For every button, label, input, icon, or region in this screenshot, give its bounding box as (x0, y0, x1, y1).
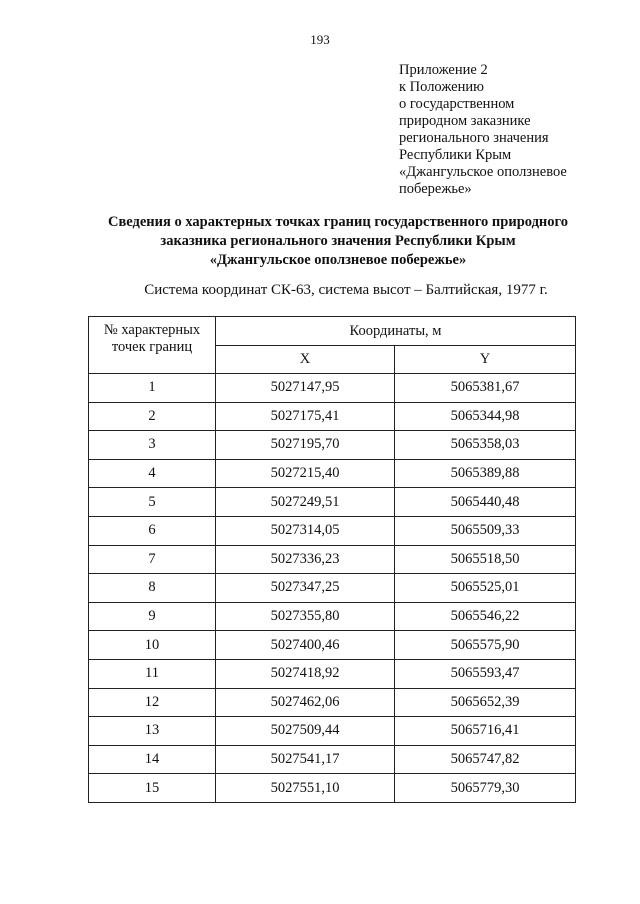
x-coordinate-cell: 5027400,46 (216, 631, 395, 660)
table-row (89, 774, 576, 803)
title-line: заказника регионального значения Республики Крым (160, 233, 516, 249)
x-coordinate-cell: 5027147,95 (216, 374, 395, 403)
table-row (89, 659, 576, 688)
x-coordinate-cell: 5027462,06 (216, 688, 395, 717)
page-number: 193 (310, 32, 330, 47)
table-row (89, 488, 576, 517)
point-number-cell: 3 (89, 431, 216, 460)
table-row (89, 459, 576, 488)
appendix-line: природном заказнике (399, 113, 531, 129)
point-number-cell: 5 (89, 488, 216, 517)
appendix-reference (399, 62, 629, 198)
x-coordinate-cell: 5027355,80 (216, 602, 395, 631)
point-number-cell: 7 (89, 545, 216, 574)
table-row (89, 745, 576, 774)
point-number-cell: 10 (89, 631, 216, 660)
y-coordinate-cell: 5065593,47 (395, 659, 576, 688)
appendix-line: о государственном (399, 96, 515, 112)
header-coordinates: Координаты, м (216, 317, 576, 346)
header-x: X (216, 346, 395, 374)
table-row (89, 402, 576, 431)
header-point-line: № характерных (103, 322, 201, 338)
point-number-cell: 6 (89, 516, 216, 545)
x-coordinate-cell: 5027551,10 (216, 774, 395, 803)
point-number-cell: 15 (89, 774, 216, 803)
y-coordinate-cell: 5065779,30 (395, 774, 576, 803)
y-coordinate-cell: 5065525,01 (395, 574, 576, 603)
x-coordinate-cell: 5027195,70 (216, 431, 395, 460)
appendix-line: Приложение 2 (399, 62, 488, 78)
table-row (89, 602, 576, 631)
appendix-line: «Джангульское оползневое (399, 164, 567, 180)
title-line: «Джангульское оползневое побережье» (209, 252, 467, 268)
y-coordinate-cell: 5065509,33 (395, 516, 576, 545)
header-y: Y (395, 346, 576, 374)
point-number-cell: 8 (89, 574, 216, 603)
x-coordinate-cell: 5027509,44 (216, 717, 395, 746)
y-coordinate-cell: 5065546,22 (395, 602, 576, 631)
x-coordinate-cell: 5027314,05 (216, 516, 395, 545)
x-coordinate-cell: 5027249,51 (216, 488, 395, 517)
title-line: Сведения о характерных точках границ государственного природного (107, 214, 569, 230)
x-coordinate-cell: 5027175,41 (216, 402, 395, 431)
table-row (89, 374, 576, 403)
appendix-line: регионального значения (399, 130, 549, 146)
y-coordinate-cell: 5065747,82 (395, 745, 576, 774)
x-coordinate-cell: 5027215,40 (216, 459, 395, 488)
document-title (60, 213, 616, 270)
x-coordinate-cell: 5027541,17 (216, 745, 395, 774)
appendix-line: к Положению (399, 79, 484, 95)
y-coordinate-cell: 5065575,90 (395, 631, 576, 660)
y-coordinate-cell: 5065652,39 (395, 688, 576, 717)
y-coordinate-cell: 5065389,88 (395, 459, 576, 488)
header-point-line: точек границ (111, 339, 193, 355)
table-body (89, 374, 576, 803)
point-number-cell: 14 (89, 745, 216, 774)
point-number-cell: 9 (89, 602, 216, 631)
y-coordinate-cell: 5065344,98 (395, 402, 576, 431)
appendix-line: Республики Крым (399, 147, 512, 163)
y-coordinate-cell: 5065518,50 (395, 545, 576, 574)
point-number-cell: 13 (89, 717, 216, 746)
table-row (89, 431, 576, 460)
appendix-line: побережье» (399, 181, 472, 197)
y-coordinate-cell: 5065381,67 (395, 374, 576, 403)
coordinate-system-note: Система координат СК-63, система высот – Балтийская, 1977 г. (144, 282, 548, 298)
table-row (89, 688, 576, 717)
y-coordinate-cell: 5065716,41 (395, 717, 576, 746)
point-number-cell: 4 (89, 459, 216, 488)
x-coordinate-cell: 5027336,23 (216, 545, 395, 574)
coordinates-table (88, 316, 576, 803)
table-row (89, 717, 576, 746)
point-number-cell: 2 (89, 402, 216, 431)
point-number-cell: 12 (89, 688, 216, 717)
point-number-cell: 11 (89, 659, 216, 688)
header-point-number (89, 317, 216, 374)
point-number-cell: 1 (89, 374, 216, 403)
table-row (89, 631, 576, 660)
x-coordinate-cell: 5027418,92 (216, 659, 395, 688)
y-coordinate-cell: 5065358,03 (395, 431, 576, 460)
table-row (89, 574, 576, 603)
y-coordinate-cell: 5065440,48 (395, 488, 576, 517)
x-coordinate-cell: 5027347,25 (216, 574, 395, 603)
table-row (89, 516, 576, 545)
table-row (89, 545, 576, 574)
